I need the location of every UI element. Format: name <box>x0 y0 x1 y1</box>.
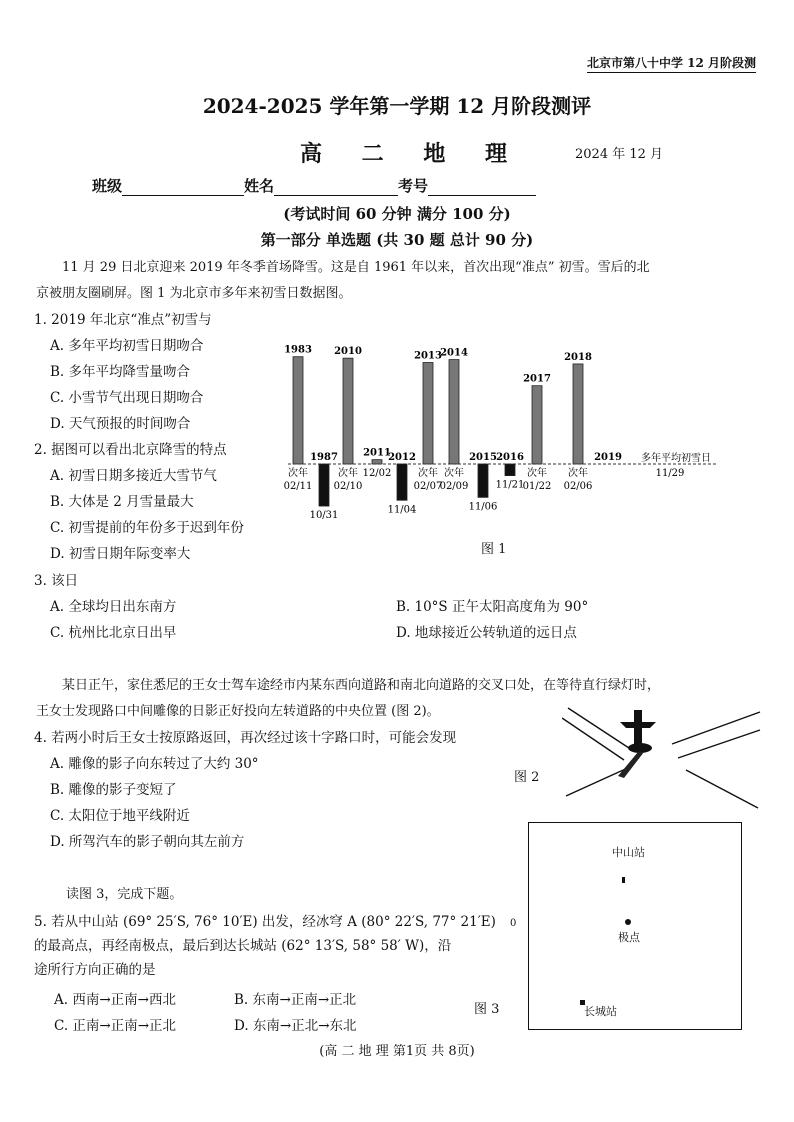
fig1-bar-1983 <box>293 357 303 464</box>
fig1-date-2018-prefix: 次年 <box>568 468 588 479</box>
q3-option-a[interactable]: A. 全球均日出东南方 <box>50 599 177 615</box>
fig1-bar-2010 <box>343 358 353 464</box>
q5-option-c[interactable]: C. 正南→正南→正北 <box>54 1018 177 1034</box>
fig1-year-2010: 2010 <box>334 346 362 358</box>
intro-paragraph-line2: 京被朋友圈刷屏。图 1 为北京市多年来初雪日数据图。 <box>36 286 352 301</box>
q2-option-c[interactable]: C. 初雪提前的年份多于迟到年份 <box>50 520 244 536</box>
fig1-bar-2012 <box>397 464 407 500</box>
fig3-dot-a <box>622 877 625 883</box>
section-heading: 第一部分 单选题 (共 30 题 总计 90 分) <box>260 231 534 249</box>
q5-stem-line2: 的最高点，再经南极点，最后到达长城站 (62° 13′S, 58° 58′ W)，沿 <box>34 938 452 954</box>
passage2-line1: 某日正午，家住悉尼的王女士驾车途经市内某东西向道路和南北向道路的交叉口处，在等待直行绿灯时， <box>62 678 661 693</box>
fig1-date-2016: 11/21 <box>495 479 525 491</box>
fig3-label: 图 3 <box>474 1002 500 1017</box>
q1-option-d[interactable]: D. 天气预报的时间吻合 <box>50 416 191 432</box>
road-edge-ne-a <box>672 712 760 744</box>
fig1-date-1983: 02/11 <box>283 481 313 492</box>
fig1-date-2010-prefix: 次年 <box>338 468 358 479</box>
fig1-year-2011: 2011 <box>363 447 391 459</box>
fig1-bar-2016 <box>505 464 515 476</box>
fig1-date-2013-prefix: 次年 <box>418 468 438 479</box>
fig1-year-2013: 2013 <box>414 350 442 362</box>
fig1-date-2013: 02/07 <box>413 481 443 492</box>
name-field[interactable] <box>274 179 398 196</box>
fig1-date-1983-prefix: 次年 <box>288 468 308 479</box>
q2-option-a[interactable]: A. 初雪日期多接近大雪节气 <box>50 468 217 484</box>
student-info-line <box>92 175 536 196</box>
fig1-year-2015: 2015 <box>469 452 497 463</box>
exam-date: 2024 年 12 月 <box>575 147 664 162</box>
q3-option-c[interactable]: C. 杭州比北京日出早 <box>50 625 177 641</box>
q3-stem: 3. 该日 <box>34 573 79 589</box>
fig3-zhongshan-label: 中山站 <box>612 846 645 859</box>
fig1-date-2018: 02/06 <box>563 481 593 492</box>
road-edge-se <box>686 770 758 808</box>
page-footer: (高 二 地 理 第1页 共 8页) <box>319 1044 475 1059</box>
fig1-chart-layer <box>284 345 718 521</box>
fig1-bar-2013 <box>423 363 433 465</box>
q1-option-c[interactable]: C. 小雪节气出现日期吻合 <box>50 390 204 406</box>
q5-stem-line1: 5. 若从中山站 (69° 25′S, 76° 10′E) 出发，经冰穹 A (80° 22′S, 77° 21′E) <box>34 914 496 930</box>
fig3-changcheng-label: 长城站 <box>584 1005 617 1018</box>
fig2-crossroad <box>562 700 762 810</box>
q4-option-d[interactable]: D. 所驾汽车的影子朝向其左前方 <box>50 834 245 850</box>
q4-option-a[interactable]: A. 雕像的影子向东转过了大约 30° <box>50 756 259 772</box>
fig1-chart <box>278 328 728 546</box>
q2-stem: 2. 据图可以看出北京降雪的特点 <box>34 442 227 458</box>
exam-no-field[interactable] <box>428 179 536 196</box>
road-edge-ne-b <box>678 730 760 758</box>
exam-title: 2024-2025 学年第一学期 12 月阶段测评 <box>202 94 592 118</box>
q4-option-b[interactable]: B. 雕像的影子变短了 <box>50 782 177 798</box>
name-label: 姓名 <box>244 177 275 195</box>
fig2-label: 图 2 <box>514 770 540 785</box>
fig1-bar-2014 <box>449 360 459 464</box>
q1-stem: 1. 2019 年北京“准点”初雪与 <box>34 312 212 328</box>
fig1-baseline-label: 多年平均初雪日 <box>641 453 711 464</box>
fig1-date-2010: 02/10 <box>333 481 363 492</box>
fig1-date-2014: 02/09 <box>439 481 469 492</box>
fig1-bar-1987 <box>319 464 329 506</box>
fig1-date-2012: 11/04 <box>387 504 417 516</box>
fig1-bar-2018 <box>573 364 583 464</box>
q5-option-d[interactable]: D. 东南→正北→东北 <box>234 1018 357 1034</box>
fig1-year-2018: 2018 <box>564 351 592 363</box>
fig1-year-2017: 2017 <box>523 373 551 385</box>
exam-no-label: 考号 <box>398 177 429 195</box>
fig1-date-1987: 10/31 <box>309 510 339 522</box>
q2-option-b[interactable]: B. 大体是 2 月雪量最大 <box>50 494 194 510</box>
fig1-bar-2017 <box>532 386 542 464</box>
q3-option-d[interactable]: D. 地球接近公转轨道的远日点 <box>396 625 577 641</box>
fig1-year-1983: 1983 <box>284 344 312 356</box>
q5-stem-line3: 途所行方向正确的是 <box>34 962 156 978</box>
fig1-year-2012: 2012 <box>388 452 416 463</box>
class-field[interactable] <box>122 179 244 196</box>
q1-option-b[interactable]: B. 多年平均降雪量吻合 <box>50 364 191 380</box>
header-stamp: 北京市第八十中学 12 月阶段测 <box>587 54 756 73</box>
fig1-date-2014-prefix: 次年 <box>444 468 464 479</box>
q4-stem: 4. 若两小时后王女士按原路返回，再次经过该十字路口时，可能会发现 <box>34 730 457 746</box>
passage2-line2: 王女士发现路口中间雕像的日影正好投向左转道路的中央位置 (图 2)。 <box>36 704 440 719</box>
fig1-year-2019: 2019 <box>594 452 622 463</box>
fig1-date-2015: 11/06 <box>468 501 498 513</box>
q5-option-a[interactable]: A. 西南→正南→西北 <box>54 992 176 1008</box>
q1-option-a[interactable]: A. 多年平均初雪日期吻合 <box>50 338 204 354</box>
fig3-zero-label: 0 <box>510 918 517 929</box>
q3-option-b[interactable]: B. 10°S 正午太阳高度角为 90° <box>396 599 589 615</box>
fig1-year-2014: 2014 <box>440 347 468 359</box>
fig1-year-2016: 2016 <box>496 452 524 463</box>
q4-option-c[interactable]: C. 太阳位于地平线附近 <box>50 808 190 824</box>
fig1-date-2011: 12/02 <box>362 468 392 479</box>
read-fig3: 读图 3，完成下题。 <box>66 887 183 902</box>
fig3-pole-label: 极点 <box>618 931 640 944</box>
fig1-year-1987: 1987 <box>310 452 338 463</box>
fig1-bar-2015 <box>478 464 488 497</box>
road-edge-sw <box>566 766 632 796</box>
exam-note: (考试时间 60 分钟 满分 100 分) <box>283 205 511 223</box>
fig1-date-2017-prefix: 次年 <box>527 468 547 479</box>
fig3-pole-dot <box>625 919 631 925</box>
fig1-bar-2011 <box>372 460 382 464</box>
fig1-label: 图 1 <box>481 542 507 557</box>
fig1-date-2017: 01/22 <box>522 481 552 492</box>
q5-option-b[interactable]: B. 东南→正南→正北 <box>234 992 357 1008</box>
q2-option-d[interactable]: D. 初雪日期年际变率大 <box>50 546 191 562</box>
class-label: 班级 <box>92 177 123 195</box>
subject-title: 高 二 地 理 <box>300 141 523 167</box>
fig1-baseline-date: 11/29 <box>655 468 685 479</box>
intro-paragraph-line1: 11 月 29 日北京迎来 2019 年冬季首场降雪。这是自 1961 年以来，首次出现“准点” 初雪。雪后的北 <box>62 260 650 275</box>
